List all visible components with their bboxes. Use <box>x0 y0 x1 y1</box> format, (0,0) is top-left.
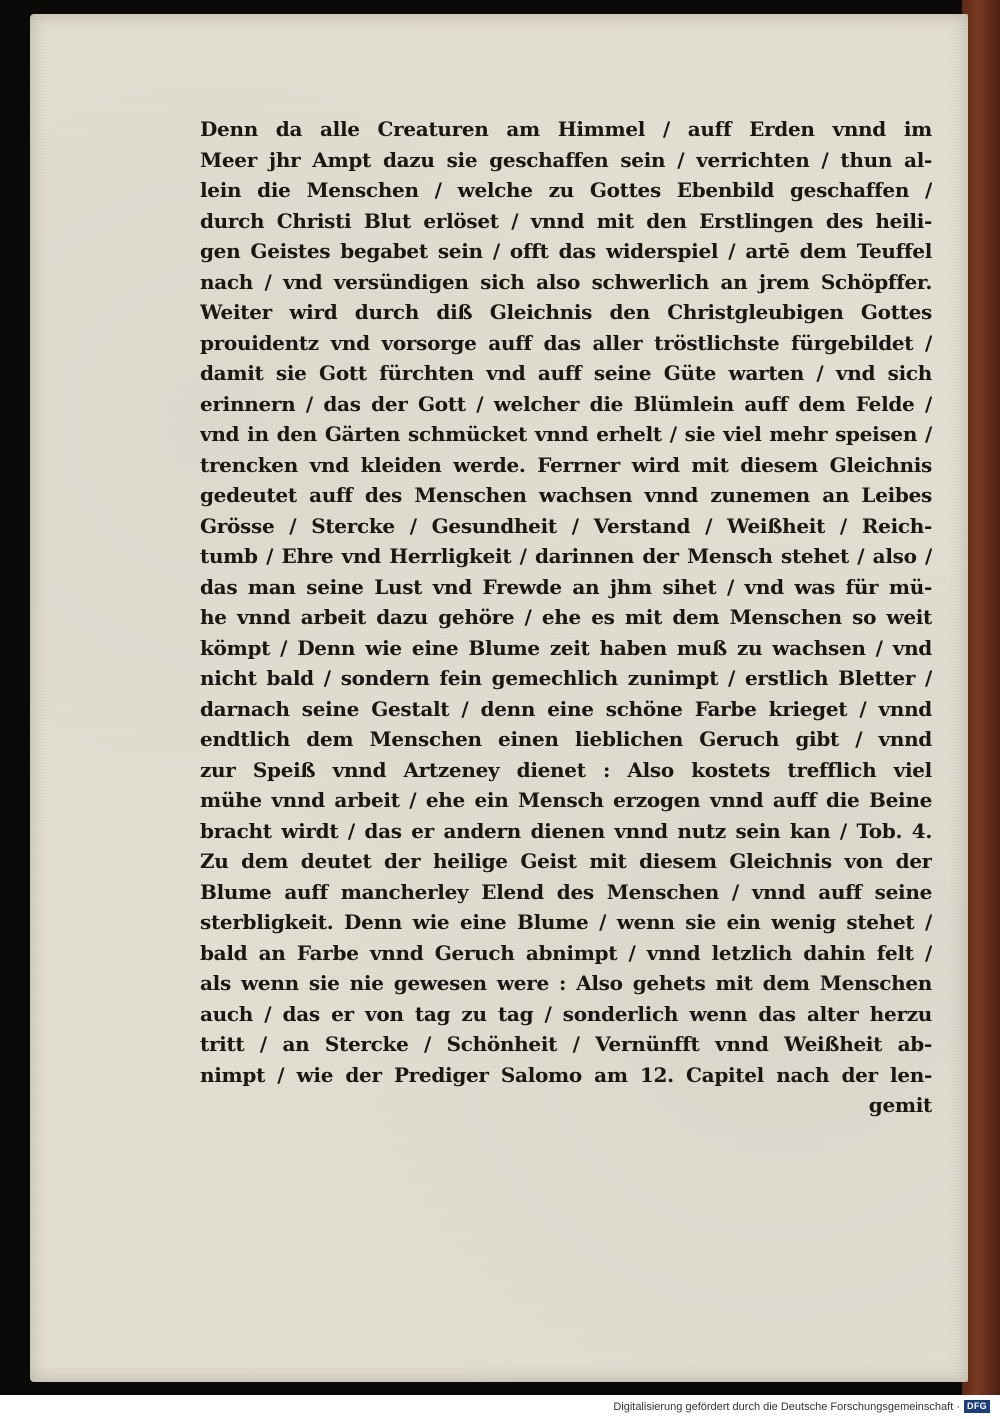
text-line: vnd in den Gärten schmücket vnnd erhelt / sie viel mehr speisen / <box>200 422 932 446</box>
text-line: endtlich dem Menschen einen lieblichen Geruch gibt / vnnd <box>200 727 932 751</box>
text-line: nach / vnd versündigen sich also schwerlich an jrem Schöpffer. <box>200 269 932 294</box>
text-line: erinnern / das der Gott / welcher die Blümlein auff dem Felde / <box>200 391 932 416</box>
text-line: lein die Menschen / welche zu Gottes Ebenbild geschaffen / <box>200 178 932 202</box>
text-line: he vnnd arbeit dazu gehöre / ehe es mit dem Menschen so weit <box>200 605 932 629</box>
text-line: bald an Farbe vnnd Geruch abnimpt / vnnd letzlich dahin felt / <box>200 940 932 965</box>
text-line: Denn da alle Creaturen am Himmel / auff Erden vnnd im <box>200 117 932 141</box>
text-line: darnach seine Gestalt / denn eine schöne Farbe krieget / vnnd <box>200 696 932 721</box>
footer-bar <box>0 1395 1000 1419</box>
text-line: gen Geistes begabet sein / offt das widerspiel / artē dem Teuffel <box>200 239 932 263</box>
text-line: Meer jhr Ampt dazu sie geschaffen sein / verrichten / thun al- <box>200 147 932 172</box>
text-line: Blume auff mancherley Elend des Menschen / vnnd auff seine <box>200 879 932 904</box>
text-line: zur Speiß vnnd Artzeney dienet : Also kostets trefflich viel <box>200 757 932 782</box>
text-line: damit sie Gott fürchten vnd auff seine Güte warten / vnd sich <box>200 361 932 385</box>
text-line: nimpt / wie der Prediger Salomo am 12. Capitel nach der len- <box>200 1062 932 1087</box>
text-line: trencken vnd kleiden werde. Ferrner wird mit diesem Gleichnis <box>200 452 932 477</box>
text-line: das man seine Lust vnd Frewde an jhm sihet / vnd was für mü- <box>200 574 932 599</box>
text-line: gedeutet auff des Menschen wachsen vnnd zunemen an Leibes <box>200 483 932 507</box>
text-line: sterbligkeit. Denn wie eine Blume / wenn sie ein wenig stehet / <box>200 910 932 934</box>
text-line: kömpt / Denn wie eine Blume zeit haben muß zu wachsen / vnd <box>200 635 932 660</box>
footer-credit: Digitalisierung gefördert durch die Deutsche Forschungsgemeinschaft · <box>613 1401 960 1413</box>
text-line: Grösse / Stercke / Gesundheit / Verstand / Weißheit / Reich- <box>200 513 932 538</box>
text-line: auch / das er von tag zu tag / sonderlich wenn das alter herzu <box>200 1001 932 1026</box>
text-line: prouidentz vnd vorsorge auff das aller tröstlichste fürgebildet / <box>200 330 932 355</box>
text-line: tumb / Ehre vnd Herrligkeit / darinnen der Mensch stehet / also / <box>200 544 932 568</box>
book-page <box>30 14 968 1382</box>
text-line: Weiter wird durch diß Gleichnis den Christgleubigen Gottes <box>200 300 932 324</box>
text-line: nicht bald / sondern fein gemechlich zunimpt / erstlich Bletter / <box>200 666 932 690</box>
dfg-logo: DFG <box>964 1400 990 1413</box>
text-line: mühe vnnd arbeit / ehe ein Mensch erzogen vnnd auff die Beine <box>200 788 932 812</box>
text-line: durch Christi Blut erlöset / vnnd mit den Erstlingen des heili- <box>200 208 932 233</box>
catchword: gemit <box>868 1093 932 1117</box>
page-text <box>200 114 932 1121</box>
text-line: Zu dem deutet der heilige Geist mit diesem Gleichnis von der <box>200 849 932 873</box>
text-line: tritt / an Stercke / Schönheit / Vernünfft vnnd Weißheit ab- <box>200 1032 932 1056</box>
text-line: als wenn sie nie gewesen were : Also gehets mit dem Menschen <box>200 971 932 995</box>
text-line: bracht wirdt / das er andern dienen vnnd nutz sein kan / Tob. 4. <box>200 818 932 843</box>
